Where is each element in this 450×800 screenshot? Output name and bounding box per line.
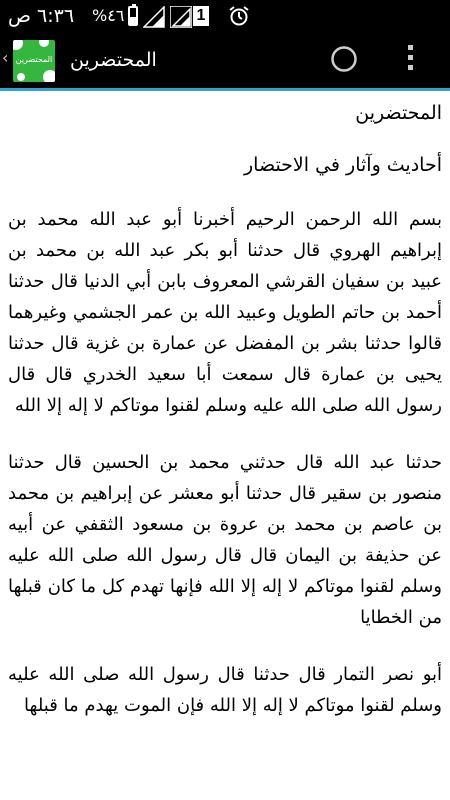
alarm-icon: [228, 5, 250, 27]
page-title: المحتضرين: [355, 102, 442, 124]
sim-indicator-icon: 1: [193, 6, 209, 26]
action-bar: [0, 33, 450, 91]
battery-icon: [128, 6, 138, 26]
circle-icon[interactable]: [330, 45, 358, 73]
overflow-menu-icon[interactable]: [405, 45, 415, 77]
status-bar: [0, 0, 450, 33]
signal-icon: [170, 6, 192, 28]
status-time: ٦:٣٦ ص: [8, 5, 75, 27]
paragraph: أبو نصر التمار قال حدثنا قال رسول الله صلى الله عليه وسلم لقنوا موتاكم لا إله إلا الله فإن الموت يهدم ما قبلها: [8, 664, 442, 716]
action-bar-title: المحتضرين: [70, 49, 157, 71]
section-heading: أحاديث وآثار في الاحتضار: [244, 154, 442, 176]
app-icon[interactable]: [13, 40, 55, 82]
signal-icon: [143, 6, 165, 28]
app-icon-label: المحتضرين: [15, 55, 53, 64]
paragraph: بسم الله الرحمن الرحيم أخبرنا أبو عبد الله محمد بن إبراهيم الهروي قال حدثنا أبو بكر عبد الله بن محمد بن عبيد بن سفيان القرشي المعروف بابن أبي الدنيا قال حدثنا أحمد بن حاتم الطويل وعبيد الله بن عمر الجشمي وغيرهما قالوا حدثنا بشر بن المفضل عن عمارة بن غزية قال حدثنا يحيى بن عمارة قال سمعت أبا سعيد الخدري قال قال رسول الله صلى الله عليه وسلم لقنوا موتاكم لا إله إلا الله: [8, 209, 442, 416]
battery-percent: %٤٦: [92, 6, 125, 25]
back-chevron-icon[interactable]: ‹: [2, 48, 9, 67]
paragraph: حدثنا عبد الله قال حدثني محمد بن الحسين قال حدثنا منصور بن سقير قال حدثنا أبو معشر عن إبراهيم بن محمد بن عاصم بن محمد بن عروة بن مسعود الثقفي عن أبيه عن حذيفة بن اليمان قال قال رسول الله صلى الله عليه وسلم لقنوا موتاكم لا إله إلا الله فإنها تهدم كل ما كان قبلها من الخطايا: [8, 452, 442, 628]
content-area[interactable]: [0, 91, 450, 800]
